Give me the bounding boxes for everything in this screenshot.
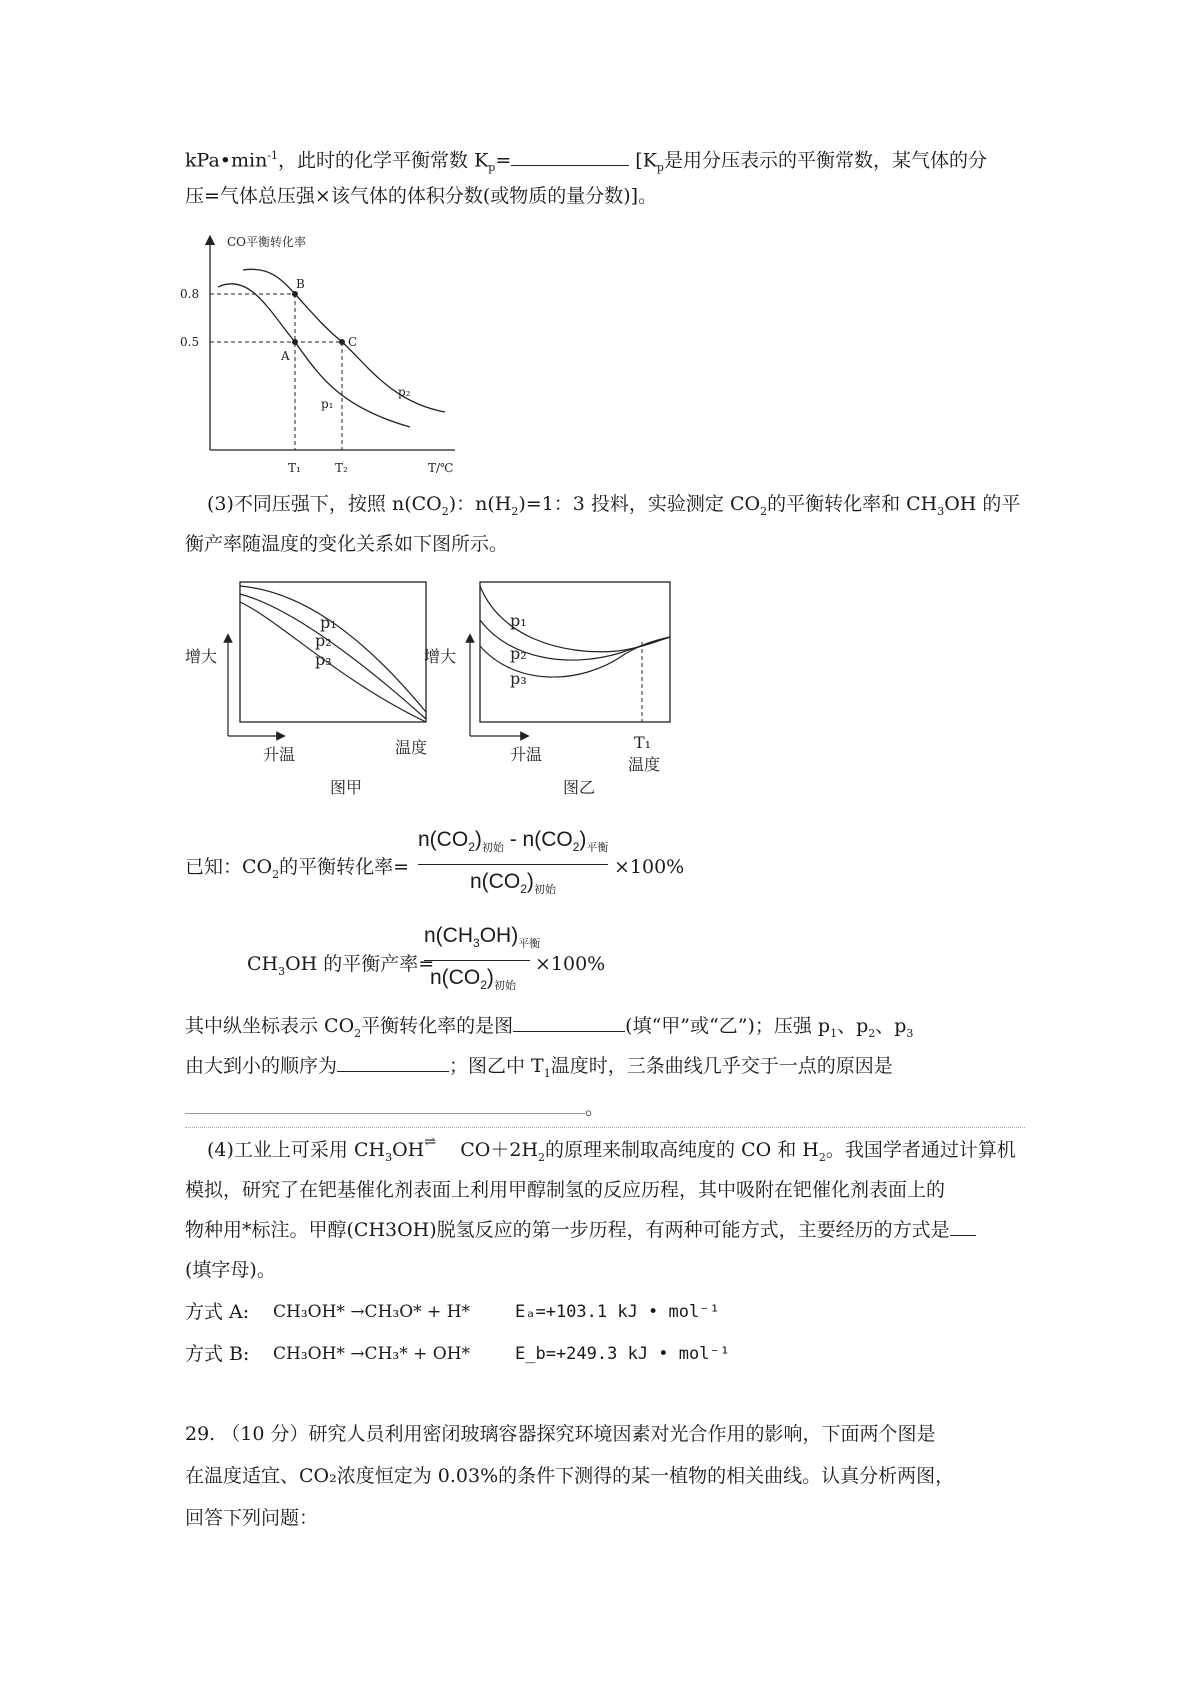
text: 2 (538, 1150, 546, 1164)
q3-question-line-2 (185, 1052, 893, 1088)
text: 2 (818, 1150, 826, 1164)
text: 2 (572, 840, 580, 855)
text: (3)不同压强下，按照 n(CO (207, 493, 442, 515)
point-c (339, 339, 345, 345)
text: 由大到小的顺序为 (185, 1055, 338, 1077)
text: 2 (868, 1026, 876, 1040)
text: 3 (937, 504, 945, 518)
text: 温度时，三条曲线几乎交于一点的原因是 (550, 1055, 893, 1077)
text: p (488, 161, 496, 175)
text: 初始 (533, 884, 556, 897)
text: 的平衡转化率= (279, 856, 410, 878)
text: 平衡转化率的是图 (361, 1015, 514, 1037)
x-label: 温度 (628, 755, 661, 774)
mode-b-equation: CH₃OH* →CH₃* + OH* (273, 1344, 471, 1364)
ytick-0.8: 0.8 (180, 287, 200, 301)
caption: 图甲 (330, 778, 363, 797)
text: 2 (760, 504, 768, 518)
chart-co-conversion (180, 232, 490, 482)
text: 平衡 (518, 938, 541, 951)
text: ) (526, 870, 534, 893)
text: 。我国学者通过计算机 (825, 1139, 1016, 1161)
y-label: 增大 (185, 647, 218, 666)
text: ；图乙中 T (449, 1055, 544, 1077)
text: ) (579, 828, 587, 851)
text: 的原理来制取高纯度的 CO 和 H (545, 1139, 819, 1161)
caption: 图乙 (563, 778, 596, 797)
mode-a-equation: CH₃OH* →CH₃O* + H* (273, 1302, 471, 1322)
text: 1 (543, 1066, 551, 1080)
text: 、p (837, 1015, 869, 1037)
mode-a-energy: Eₐ=+103.1 kJ • mol⁻¹ (515, 1302, 720, 1322)
q3-line-1 (207, 490, 1020, 526)
text: 1 (830, 1026, 838, 1040)
formula2-denominator (430, 966, 516, 993)
text: 2 (468, 840, 475, 855)
answer-blank-order[interactable] (337, 1053, 449, 1072)
text: (4)工业上可采用 CH (207, 1139, 386, 1161)
text: 2 (441, 504, 449, 518)
label-p1: p₁ (320, 613, 337, 632)
mode-a-label: 方式 A: (185, 1301, 250, 1323)
text: CH (247, 953, 279, 975)
y-axis-label: CO平衡转化率 (227, 235, 307, 249)
xtick-t1: T₁ (288, 461, 301, 475)
formula2-numerator (424, 924, 540, 951)
text: 2 (511, 504, 519, 518)
text: 3 (906, 1026, 914, 1040)
curve-p2 (480, 620, 670, 660)
label-b: B (296, 277, 305, 291)
label-p2: p₂ (510, 644, 527, 663)
point-b (292, 291, 298, 297)
text: n(CO (522, 828, 573, 851)
text: 其中纵坐标表示 CO (185, 1015, 355, 1037)
answer-blank-figure[interactable] (513, 1013, 625, 1032)
label-c: C (348, 335, 358, 349)
text: 已知：CO (185, 856, 273, 878)
q4-line-2: 模拟，研究了在钯基催化剂表面上利用甲醇制氢的反应历程，其中吸附在钯催化剂表面上的 (185, 1179, 946, 1201)
ytick-0.5: 0.5 (180, 335, 200, 349)
q29-line-1: 29. （10 分）研究人员利用密闭玻璃容器探究环境因素对光合作用的影响，下面两个图是 (185, 1423, 936, 1445)
text: OH (392, 1139, 425, 1161)
text: 、p (875, 1015, 907, 1037)
text: (填“甲”或“乙”)；压强 p (625, 1015, 831, 1037)
text: 是用分压表示的平衡常数，某气体的分 (663, 149, 987, 172)
mode-b-label: 方式 B: (185, 1343, 250, 1365)
formula2-fraction-bar (424, 960, 530, 961)
y-label: 增大 (424, 647, 457, 666)
mode-b (185, 1340, 730, 1368)
text: OH) (479, 924, 519, 947)
q28-line-1 (185, 142, 987, 182)
q28-line-2: 压=气体总压强×该气体的体积分数(或物质的量分数)]。 (185, 185, 658, 207)
text: p (656, 161, 664, 175)
text: )=1：3 投料，实验测定 CO (518, 493, 761, 515)
formula1-prefix (185, 853, 409, 889)
text: ) (486, 966, 494, 989)
text: [K (629, 149, 657, 172)
label-p3: p₃ (315, 650, 332, 669)
text: 。 (585, 1097, 605, 1119)
label-p1: p₁ (510, 611, 527, 630)
formula2-times: ×100% (535, 953, 606, 975)
x-label: 温度 (395, 738, 428, 757)
formula1-numerator (418, 828, 608, 855)
label-p1: p₁ (321, 397, 334, 411)
text: 2 (272, 867, 280, 881)
x-axis-label: T/℃ (428, 461, 454, 475)
label-p3: p₃ (510, 669, 527, 688)
formula1-fraction-bar (418, 864, 608, 865)
q4-line-1 (207, 1136, 1016, 1172)
x-arrow-label: 升温 (263, 745, 296, 764)
text: ) (474, 828, 482, 851)
xtick-t2: T₂ (335, 461, 348, 475)
x-arrow-label: 升温 (510, 745, 543, 764)
mode-a (185, 1298, 720, 1326)
text: 2 (480, 978, 487, 993)
formula1-denominator (470, 870, 556, 897)
text: n(CO (430, 966, 481, 989)
q4-line-4: (填字母)。 (185, 1259, 276, 1281)
q29-line-2: 在温度适宜、CO₂浓度恒定为 0.03%的条件下测得的某一植物的相关曲线。认真分析两图， (185, 1465, 955, 1487)
text: n(CO (418, 828, 469, 851)
text: 3 (473, 936, 480, 951)
text: 初始 (493, 980, 516, 993)
text: ，此时的化学平衡常数 K (278, 149, 489, 172)
answer-blank-reason[interactable] (185, 1095, 585, 1114)
plot-frame (240, 582, 426, 722)
curve-p1 (480, 586, 670, 652)
point-a (292, 339, 298, 345)
text: )：n(H (448, 493, 512, 515)
label-a: A (281, 349, 290, 363)
text: - (503, 828, 523, 851)
q3-question-line-1 (185, 1012, 913, 1048)
q29-line-3: 回答下列问题： (185, 1507, 319, 1529)
text: 2 (520, 882, 527, 897)
label-p2: p₂ (398, 385, 411, 399)
text: -1 (267, 149, 279, 162)
divider (185, 1127, 1025, 1128)
text: n(CH (424, 924, 474, 947)
mode-b-energy: E_b=+249.3 kJ • mol⁻¹ (515, 1344, 730, 1364)
text: 3 (278, 964, 286, 978)
text: 平衡 (586, 842, 609, 855)
q3-line-2: 衡产率随温度的变化关系如下图所示。 (185, 533, 509, 555)
equilibrium-arrow-icon: ⇌ (424, 1134, 436, 1150)
text: 3 (385, 1150, 393, 1164)
text: CO＋2H (454, 1139, 539, 1161)
xtick-t1: T₁ (634, 733, 652, 752)
text: 的平衡转化率和 CH (767, 493, 938, 515)
label-p2: p₂ (315, 631, 332, 650)
formula1-times: ×100% (614, 856, 685, 878)
text: n(CO (470, 870, 521, 893)
formula2-prefix (247, 950, 434, 986)
figure-yi (424, 576, 690, 806)
q3-question-line-3 (185, 1094, 604, 1122)
text: 初始 (481, 842, 504, 855)
text: 2 (354, 1026, 362, 1040)
text: kPa•min (185, 149, 268, 172)
text: OH 的平衡产率= (285, 953, 435, 975)
text: OH 的平 (944, 493, 1021, 515)
answer-blank-mode[interactable] (950, 1217, 976, 1236)
answer-blank-kp[interactable] (511, 147, 629, 166)
curve-p1 (218, 284, 410, 427)
q4-line-3 (185, 1216, 976, 1244)
text: 物种用*标注。甲醇(CH3OH)脱氢反应的第一步历程，有两种可能方式，主要经历的方式是 (185, 1219, 950, 1241)
figure-jia (185, 576, 435, 806)
text: = (495, 149, 512, 172)
